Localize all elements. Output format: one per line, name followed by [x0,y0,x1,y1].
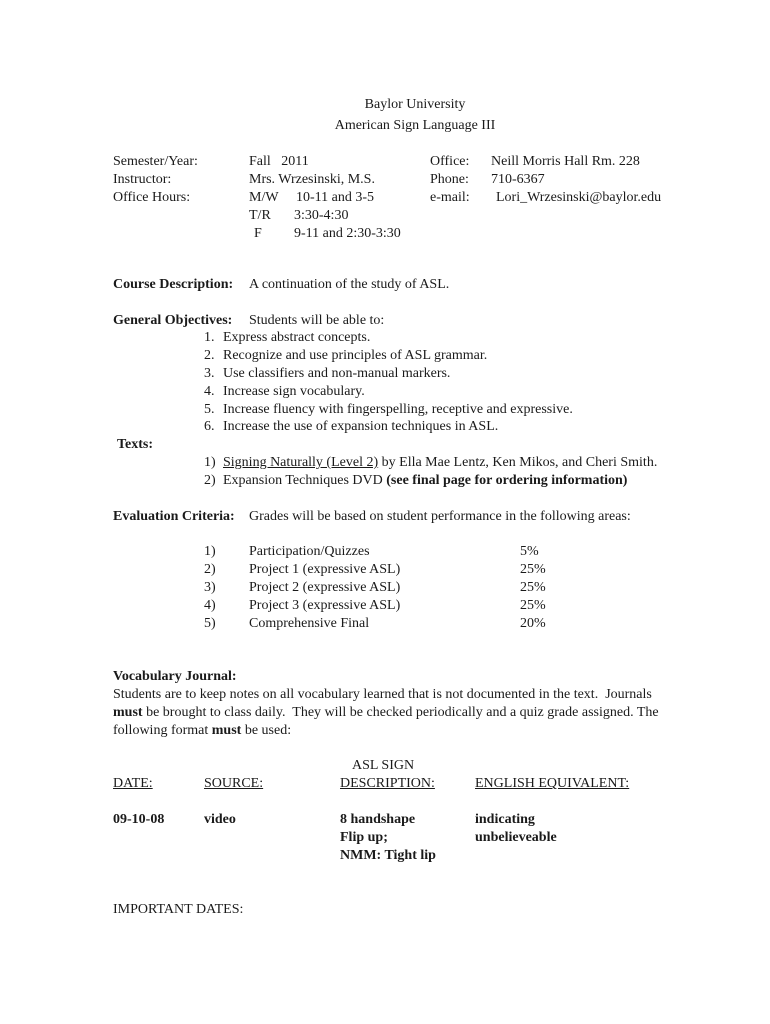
example-english: unbelieveable [475,830,557,845]
textbook-authors: by Ella Mae Lentz, Ken Mikos, and Cheri Smith. [378,455,658,470]
course-description-label: Course Description: [113,277,234,292]
objective-num: 1. [204,330,215,345]
objectives-intro: Students will be able to: [249,313,385,328]
hours-time-f: 9-11 and 2:30-3:30 [294,226,401,241]
course-title: American Sign Language III [334,118,496,133]
office-label: Office: [430,154,470,169]
objective-text: Increase fluency with fingerspelling, receptive and expressive. [223,402,573,417]
journal-line-3-start: following format [113,723,212,738]
text-item-num: 1) [204,455,216,470]
office-hours-label: Office Hours: [113,190,191,205]
eval-num: 3) [204,580,216,595]
email-label: e-mail: [430,190,470,205]
objective-text: Increase sign vocabulary. [223,384,365,399]
journal-line-3 [113,722,291,740]
eval-name: Project 2 (expressive ASL) [249,580,401,595]
course-description-text: A continuation of the study of ASL. [249,277,450,292]
journal-line-2 [113,704,659,722]
textbook-title: Signing Naturally (Level 2) [223,455,379,470]
journal-line-1: Students are to keep notes on all vocabulary learned that is not documented in the text. Journals [113,687,652,702]
eval-weight: 5% [520,544,539,559]
header-source: SOURCE: [204,776,264,791]
phone-value: 710-6367 [491,172,545,187]
asl-sign-label: ASL SIGN [352,758,415,773]
hours-day-mw: M/W [249,190,279,205]
eval-weight: 25% [520,598,546,613]
evaluation-label: Evaluation Criteria: [113,509,235,524]
objective-num: 2. [204,348,215,363]
eval-weight: 20% [520,616,546,631]
objective-num: 6. [204,419,215,434]
eval-num: 1) [204,544,216,559]
text-item-2 [223,472,627,490]
example-english: indicating [475,812,535,827]
hours-day-tr: T/R [249,208,271,223]
objective-text: Use classifiers and non-manual markers. [223,366,451,381]
example-desc: 8 handshape [340,812,416,827]
objective-text: Recognize and use principles of ASL grammar. [223,348,488,363]
objective-text: Increase the use of expansion techniques in ASL. [223,419,499,434]
header-english: ENGLISH EQUIVALENT: [475,776,630,791]
text-item-1 [223,454,657,472]
important-dates-heading: IMPORTANT DATES: [113,902,244,917]
example-desc: Flip up; [340,830,388,845]
texts-label: Texts: [117,437,154,452]
dvd-title: Expansion Techniques DVD [223,473,387,488]
journal-must: must [113,705,143,720]
eval-weight: 25% [520,562,546,577]
semester-label: Semester/Year: [113,154,198,169]
evaluation-intro: Grades will be based on student performance in the following areas: [249,509,631,524]
eval-num: 2) [204,562,216,577]
eval-name: Participation/Quizzes [249,544,370,559]
header-date: DATE: [113,776,153,791]
eval-name: Project 1 (expressive ASL) [249,562,401,577]
dvd-note: (see final page for ordering information) [386,473,628,488]
objective-num: 3. [204,366,215,381]
phone-label: Phone: [430,172,469,187]
instructor-label: Instructor: [113,172,172,187]
eval-weight: 25% [520,580,546,595]
objective-text: Express abstract concepts. [223,330,371,345]
journal-line-3-end: be used: [241,723,292,738]
journal-heading: Vocabulary Journal: [113,669,237,684]
text-item-num: 2) [204,473,216,488]
objectives-label: General Objectives: [113,313,233,328]
example-source: video [204,812,236,827]
hours-time-mw: 10-11 and 3-5 [296,190,375,205]
eval-name: Comprehensive Final [249,616,370,631]
example-desc: NMM: Tight lip [340,848,436,863]
email-value: Lori_Wrzesinski@baylor.edu [496,190,662,205]
header-description: DESCRIPTION: [340,776,435,791]
instructor-value: Mrs. Wrzesinski, M.S. [249,172,375,187]
semester-value: Fall 2011 [249,154,309,169]
objective-num: 4. [204,384,215,399]
eval-num: 5) [204,616,216,631]
journal-must: must [211,723,242,738]
objective-num: 5. [204,402,215,417]
example-date: 09-10-08 [113,812,165,827]
eval-num: 4) [204,598,216,613]
office-value: Neill Morris Hall Rm. 228 [491,154,640,169]
journal-line-2-text: be brought to class daily. They will be checked periodically and a quiz grade assigned. The [142,705,659,720]
hours-time-tr: 3:30-4:30 [294,208,349,223]
hours-day-f: F [254,226,262,241]
university-title: Baylor University [364,97,466,112]
eval-name: Project 3 (expressive ASL) [249,598,401,613]
